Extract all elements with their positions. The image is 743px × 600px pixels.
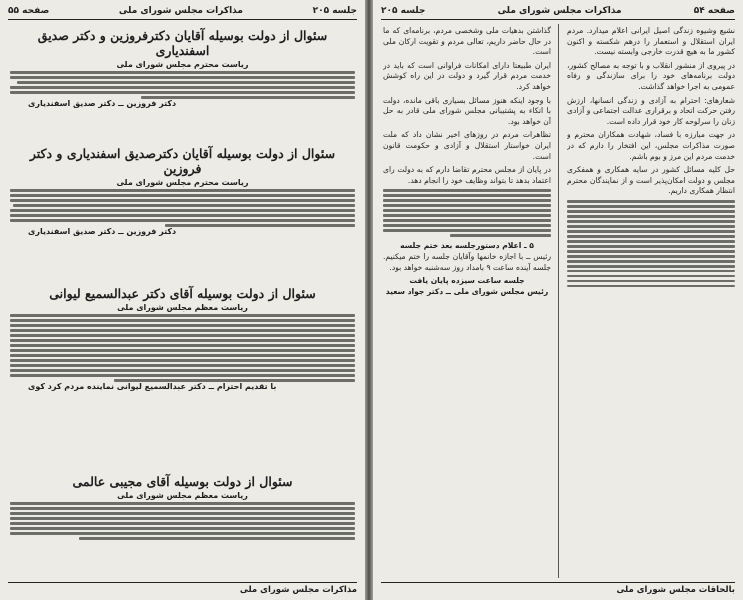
paragraph: در پایان از مجلس محترم تقاضا دارم که به دولت رای اعتماد بدهد تا بتواند وظایف خود را انجام دهد. bbox=[383, 165, 551, 185]
paragraph: حل کلیه مسائل کشور در سایه همکاری و همفکری مجلس و دولت امکان‌پذیر است و از نمایندگان محترم انتظار همکاری داریم. bbox=[567, 165, 735, 196]
paragraph: تظاهرات مردم در روزهای اخیر نشان داد که ملت ایران خواستار استقلال و آزادی و حکومت قانون است. bbox=[383, 130, 551, 161]
paragraph: در جهت مبارزه با فساد، شهادت همکاران محترم و صورت مذاکرات مجلس، این افتخار را دارم که در خدمت مردم این مرز و بوم باشم. bbox=[567, 130, 735, 161]
section-signature: با تقدیم احترام ــ دکتر عبدالسمیع لیوانی نماینده مردم کرد کوی bbox=[28, 381, 277, 391]
section-addressee: ریاست معظم مجلس شورای ملی bbox=[117, 491, 248, 500]
left-page-footer bbox=[8, 582, 357, 597]
section-signature: دکتر فروزین ــ دکتر صدیق اسفندیاری bbox=[28, 98, 177, 108]
question-section-1 bbox=[10, 28, 355, 108]
left-page-header bbox=[8, 3, 357, 20]
left-page bbox=[0, 0, 365, 600]
paragraph: در پیروی از منشور انقلاب و با توجه به مصالح کشور، دولت برنامه‌های خود را برای سازندگی و رفاه عمومی به اجرا خواهد گذاشت. bbox=[567, 60, 735, 91]
section-body-text bbox=[10, 71, 355, 99]
session-number: جلسه ۲۰۵ bbox=[381, 6, 426, 16]
session-end-note: جلسه ساعت سیزده پایان یافت bbox=[409, 276, 525, 286]
page-number: صفحه ۵۴ bbox=[693, 6, 735, 16]
running-title: مذاکرات مجلس شورای ملی bbox=[118, 6, 243, 16]
right-page bbox=[373, 0, 743, 600]
paragraph: شعارهای: احترام به آزادی و زندگی انسانها، ارزش رفتن حرکت اتحاد و برقراری عدالت اجتماعی و آزادی زنان را سرلوحه کار خود قرار داده است. bbox=[567, 95, 735, 126]
section-addressee: ریاست محترم مجلس شورای ملی bbox=[116, 178, 249, 187]
paragraph: گذاشتن بدهیات ملی وشخصی مردم، برنامه‌ای که ما در حال حاضر داریم، تعالی مردم و تقویت ارکان ملی است. bbox=[383, 26, 551, 57]
agenda-announcement: ۵ ـ اعلام دستورجلسه بعد ختم جلسه bbox=[400, 240, 534, 250]
footer-label: مذاکرات مجلس شورای ملی bbox=[239, 585, 357, 595]
section-title: سئوال از دولت بوسیله آقای دکتر عبدالسمیع لیوانی bbox=[49, 286, 316, 301]
section-addressee: ریاست معظم مجلس شورای ملی bbox=[117, 303, 248, 312]
text-column-right bbox=[567, 26, 735, 576]
book-gutter bbox=[365, 0, 373, 600]
page-number: صفحه ۵۵ bbox=[8, 6, 50, 16]
closing-paragraph: رئیس ــ با اجازه خانمها وآقایان جلسه را ختم میکنیم. جلسه آینده ساعت ۹ بامداد روز سه‌شنبه خواهد بود. bbox=[383, 251, 551, 272]
question-section-2 bbox=[10, 146, 355, 236]
speaker-signature: رئیس مجلس شورای ملی ــ دکتر جواد سعید bbox=[385, 287, 549, 297]
question-section-3 bbox=[10, 286, 355, 391]
section-body-text bbox=[10, 314, 355, 382]
section-title: سئوال از دولت بوسیله آقایان دکترفروزین و دکتر صدیق اسفندیاری bbox=[37, 28, 328, 58]
right-page-footer bbox=[381, 582, 735, 597]
illegible-text-lines bbox=[383, 189, 551, 237]
running-title: مذاکرات مجلس شورای ملی bbox=[497, 6, 622, 16]
section-title: سئوال از دولت بوسیله آقای مجیبی عالمی bbox=[72, 474, 293, 489]
illegible-text-lines bbox=[567, 200, 735, 288]
paragraph: نشیع وشیوه زندگی اصیل ایرانی اعلام میدارد. مردم ایران استقلال و استعمار را درهم شکسته و اکنون کشور ما به هیچ قدرت خارجی وابسته نیست. bbox=[567, 26, 735, 57]
right-page-header bbox=[381, 3, 735, 20]
section-title: سئوال از دولت بوسیله آقایان دکترصدیق اسفندیاری و دکتر فروزین bbox=[29, 146, 336, 176]
session-number: جلسه ۲۰۵ bbox=[312, 6, 357, 16]
section-body-text bbox=[10, 502, 355, 540]
text-column-left bbox=[383, 26, 551, 576]
footer-label: بالحاقات مجلس شورای ملی bbox=[616, 585, 735, 595]
column-divider bbox=[558, 24, 559, 578]
section-addressee: ریاست محترم مجلس شورای ملی bbox=[116, 60, 249, 69]
paragraph: ایران طبیعتا دارای امکانات فراوانی است که باید در خدمت مردم قرار گیرد و دولت در این راه کوشش خواهد کرد. bbox=[383, 60, 551, 91]
paragraph: با وجود اینکه هنوز مسائل بسیاری باقی مانده، دولت با اتکاء به پشتیبانی مجلس شورای ملی قادر به حل آن خواهد بود. bbox=[383, 95, 551, 126]
section-signature: دکتر فروزین ــ دکتر صدیق اسفندیاری bbox=[28, 226, 177, 236]
section-body-text bbox=[10, 189, 355, 227]
question-section-4 bbox=[10, 474, 355, 540]
